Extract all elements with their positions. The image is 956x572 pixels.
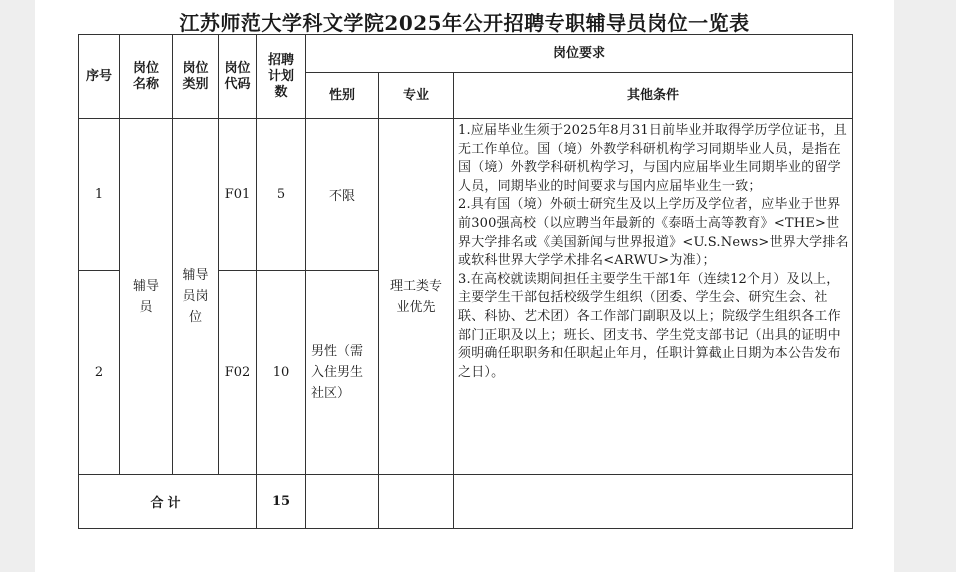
total-row [79,475,853,529]
total-value: 15 [257,475,306,529]
header-other: 其他条件 [454,73,853,119]
row-2-code: F02 [219,271,257,475]
condition-3: 3.在高校就读期间担任主要学生干部1年（连续12个月）及以上，主要学生干部包括校级学生组织（团委、学生会、研究生会、社联、科协、艺术团）各工作部门副职及以上；院级学生组织各工作部门正职及以上；班长、团支书、学生党支部书记（出具的证明中须明确任职职务和任职起止年月，任职计算截止日期为本公告发布之日）。 [458,271,841,380]
row-1-code: F01 [219,119,257,271]
condition-2: 2.具有国（境）外硕士研究生及以上学历及学位者，应毕业于世界前300强高校（以应聘当年最新的《泰晤士高等教育》<THE>世界大学排名或《美国新闻与世界报道》<U.S.News>世界大学排名或软科世界大学学术排名<ARWU>为准）； [458,197,849,269]
post-name-cell: 辅导员 [120,119,173,475]
total-empty-major [379,475,454,529]
row-1-quota: 5 [257,119,306,271]
header-post-name: 岗位名称 [120,35,173,119]
post-type-cell: 辅导员岗位 [173,119,219,475]
page-title: 江苏师范大学科文学院2025年公开招聘专职辅导员岗位一览表 [179,11,750,35]
row-2-quota: 10 [257,271,306,475]
total-label: 合计 [79,475,257,529]
header-seq: 序号 [79,35,120,119]
total-empty-gender [306,475,379,529]
header-gender: 性别 [306,73,379,119]
document-page [35,0,894,572]
row-2-seq: 2 [79,271,120,475]
total-empty-other [454,475,853,529]
row-1-gender: 不限 [306,119,379,271]
header-quota: 招聘计划数 [257,35,306,119]
condition-1: 1.应届毕业生须于2025年8月31日前毕业并取得学历学位证书，且无工作单位。国（境）外教学科研机构学习同期毕业人员，是指在国（境）外教学科研机构学习，与国内应届毕业生同期毕业的留学人员，同期毕业的时间要求与国内应届毕业生一致； [458,123,847,194]
row-1-seq: 1 [79,119,120,271]
other-conditions-cell [454,119,853,475]
header-major: 专业 [379,73,454,119]
table-row [79,119,853,271]
header-post-type: 岗位类别 [173,35,219,119]
header-requirements: 岗位要求 [306,35,853,73]
header-post-code: 岗位代码 [219,35,257,119]
header-row-1 [79,35,853,73]
recruitment-table [78,34,853,529]
row-2-gender: 男性（需入住男生社区） [306,271,379,475]
major-cell: 理工类专业优先 [379,119,454,475]
